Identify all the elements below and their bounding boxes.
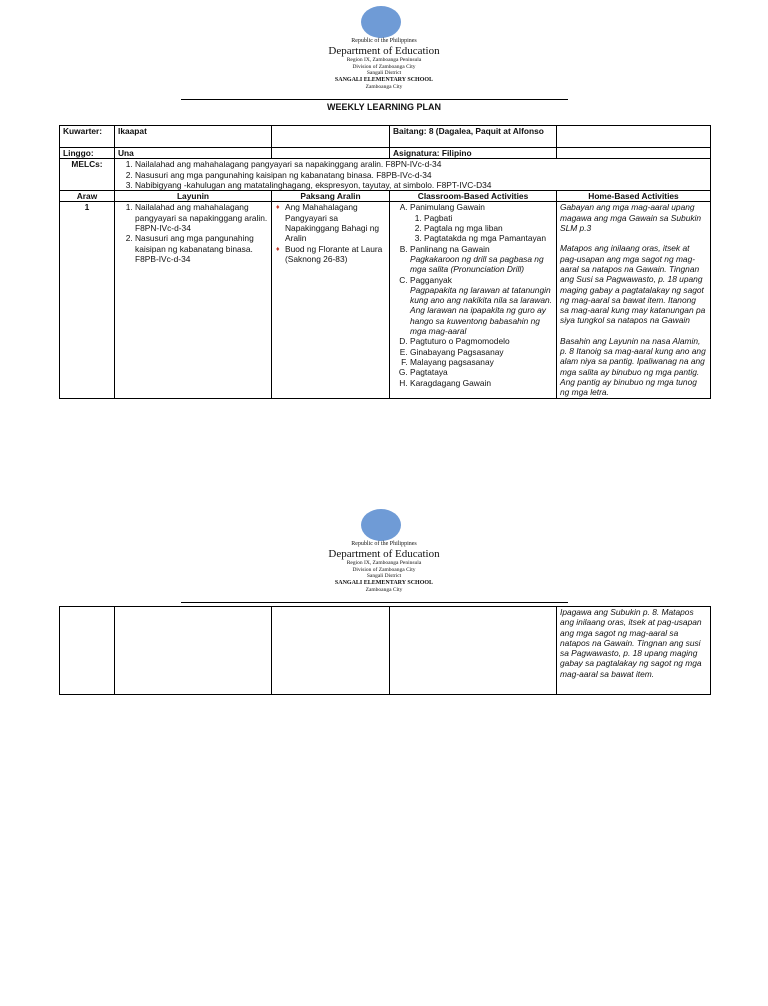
col-header-paksang: Paksang Aralin (272, 191, 390, 202)
paksang-item: ♦ Buod ng Florante at Laura (Saknong 26-83) (276, 243, 383, 264)
melc-item: 1. Nailalahad ang mahahalagang pangyayari sa napakinggang aralin. F8PN-IVc-d-34 (135, 159, 707, 169)
classroom-note: Pagkakaroon ng drill sa pagbasa ng mga salita (Pronunciation Drill) (410, 253, 544, 275)
paksang-list (275, 202, 386, 264)
paksang-item: ♦ Ang Mahahalagang Pangyayari sa Napakinggang Bahagi ng Aralin (276, 202, 380, 244)
deped-seal (361, 509, 401, 541)
header-divider (181, 602, 568, 603)
classroom-list (393, 202, 553, 387)
classroom-subitem: 2. Pagtala ng mga liban (424, 223, 553, 233)
melcs-list (118, 159, 707, 190)
table-row (60, 607, 711, 695)
region-label: Region IX, Zamboanga Peninsula (346, 57, 422, 63)
empty-cell (272, 607, 390, 695)
classroom-item: E. Ginabayang Pagsasanay (410, 347, 553, 357)
page-title: WEEKLY LEARNING PLAN (326, 102, 441, 112)
melcs-list-cell (115, 159, 711, 191)
city-label: Zamboanga City (365, 83, 403, 90)
classroom-subitem: 1. Pagbati (424, 213, 553, 223)
republic-label: Republic of the Philippines (351, 541, 417, 547)
classroom-sublist (410, 213, 553, 244)
empty-cell (557, 126, 711, 148)
region-label: Region IX, Zamboanga Peninsula (346, 560, 422, 566)
paksang-cell (272, 202, 390, 398)
classroom-item: F. Malayang pagsasanay (410, 357, 553, 367)
home-paragraph: Basahin ang Layunin na nasa Alamin, p. 8 Itanoig sa mag-aaral kung ano ang alam niya sa pantig. Ipaliwanag na ang mga salita ay binubuo ng mga pantig. Ang pantig ay binubuo ng mga tunog ng mga letra. (560, 335, 706, 398)
classroom-item: C. Pagganyak Pagpapakita ng larawan at tatanungin kung ano ang nakikita nila sa larawan. Ang larawan na ipapakita ng guro ay hango sa kuwentong babasahin ng mga mag-aaral (410, 275, 553, 337)
col-header-araw: Araw (60, 191, 115, 202)
learning-plan-table (59, 125, 711, 399)
district-label: Sangali District (366, 573, 402, 579)
empty-cell (115, 607, 272, 695)
letterhead (0, 38, 768, 90)
layunin-list (118, 202, 268, 264)
col-header-classroom: Classroom-Based Activities (390, 191, 557, 202)
classroom-item: A. Panimulang Gawain 1. Pagbati 2. Pagtala ng mga liban 3. Pagtatakda ng mga Pamantayan (410, 202, 553, 243)
home-cell (557, 202, 711, 398)
classroom-subitem: 3. Pagtatakda ng mga Pamantayan (424, 233, 553, 243)
classroom-item: G. Pagtataya (410, 367, 553, 377)
col-header-layunin: Layunin (115, 191, 272, 202)
kuwarter-label: Kuwarter: (60, 126, 115, 148)
empty-cell (390, 607, 557, 695)
table-row (60, 202, 711, 398)
republic-label: Republic of the Philippines (351, 38, 417, 44)
home-paragraph: Gabayan ang mga mag-aaral upang magawa ang mga Gawain sa Subukin SLM p.3 (560, 202, 702, 234)
department-name: Department of Education (328, 548, 440, 560)
empty-cell (272, 126, 390, 148)
classroom-cell (390, 202, 557, 398)
araw-number: 1 (60, 202, 115, 398)
asignatura-cell: Asignatura: Filipino (390, 148, 557, 159)
classroom-item: D. Pagtuturo o Pagmomodelo (410, 336, 553, 346)
school-name: SANGALI ELEMENTARY SCHOOL (334, 579, 434, 586)
letterhead (0, 541, 768, 593)
melc-item: 3. Nabibigyang -kahulugan ang matatalinghagang, ekspresyon, tayutay, at simbolo. F8PT-IVC-D34 (135, 180, 707, 190)
district-label: Sangali District (366, 70, 402, 76)
header-divider (181, 99, 568, 100)
lingo-value: Una (115, 148, 272, 159)
department-name: Department of Education (328, 45, 440, 57)
classroom-item: H. Karagdagang Gawain (410, 378, 553, 388)
division-label: Division of Zamboanga City (352, 63, 416, 70)
bullet-icon: ♦ (276, 245, 280, 253)
baitang-cell: Baitang: 8 (Dagalea, Paquit at Alfonso (390, 126, 557, 148)
melcs-label: MELCs: (60, 159, 115, 191)
home-cell: Ipagawa ang Subukin p. 8. Matapos ang inilaang oras, itsek at pag-usapan ang mga sagot ng mag-aaral sa natapos na Gawain. Tingnan ang susi sa Pagwawasto, p. 18 upang maging gabay sa pagtalakay ng sagot ng mga mag-aaral sa bawat item. (557, 607, 711, 695)
empty-cell (272, 148, 390, 159)
layunin-item: 1. Nailalahad ang mahahalagang pangyayari sa napakinggang aralin. F8PN-IVc-d-34 (135, 202, 268, 233)
school-name: SANGALI ELEMENTARY SCHOOL (334, 76, 434, 83)
melc-item: 2. Nasusuri ang mga pangunahing kaisipan ng kabanatang binasa. F8PB-IVc-d-34 (135, 170, 707, 180)
col-header-home: Home-Based Activities (557, 191, 711, 202)
layunin-cell (115, 202, 272, 398)
classroom-item: B. Panlinang na Gawain Pagkakaroon ng drill sa pagbasa ng mga salita (Pronunciation Drill) (410, 244, 553, 275)
lingo-label: Linggo: (60, 148, 115, 159)
kuwarter-value: Ikaapat (115, 126, 272, 148)
home-paragraph: Matapos ang inilaang oras, itsek at pag-usapan ang mga sagot ng mag-aaral sa natapos na Gawain. Tingnan ang Susi sa Pagwawasto, p. 18 upang maging gabay a pagtatalakay ng sagot ng mag-aaral sa bawat item. Itanong sa mag-aaral kung may katanungan pa siya tungkol sa natapos na Gawain (560, 243, 706, 326)
city-label: Zamboanga City (365, 586, 403, 593)
classroom-note: Pagpapakita ng larawan at tatanungin kung ano ang nakikita nila sa larawan. Ang larawan na ipapakita ng guro ay hango sa kuwentong babasahin ng mga mag-aaral (410, 284, 553, 337)
learning-plan-table-continued (59, 606, 711, 695)
deped-seal (361, 6, 401, 38)
bullet-icon: ♦ (276, 204, 280, 212)
empty-cell (557, 148, 711, 159)
empty-cell (60, 607, 115, 695)
layunin-item: 2. Nasusuri ang mga pangunahing kaisipan ng kabanatang binasa. F8PB-IVc-d-34 (135, 233, 268, 264)
division-label: Division of Zamboanga City (352, 566, 416, 573)
